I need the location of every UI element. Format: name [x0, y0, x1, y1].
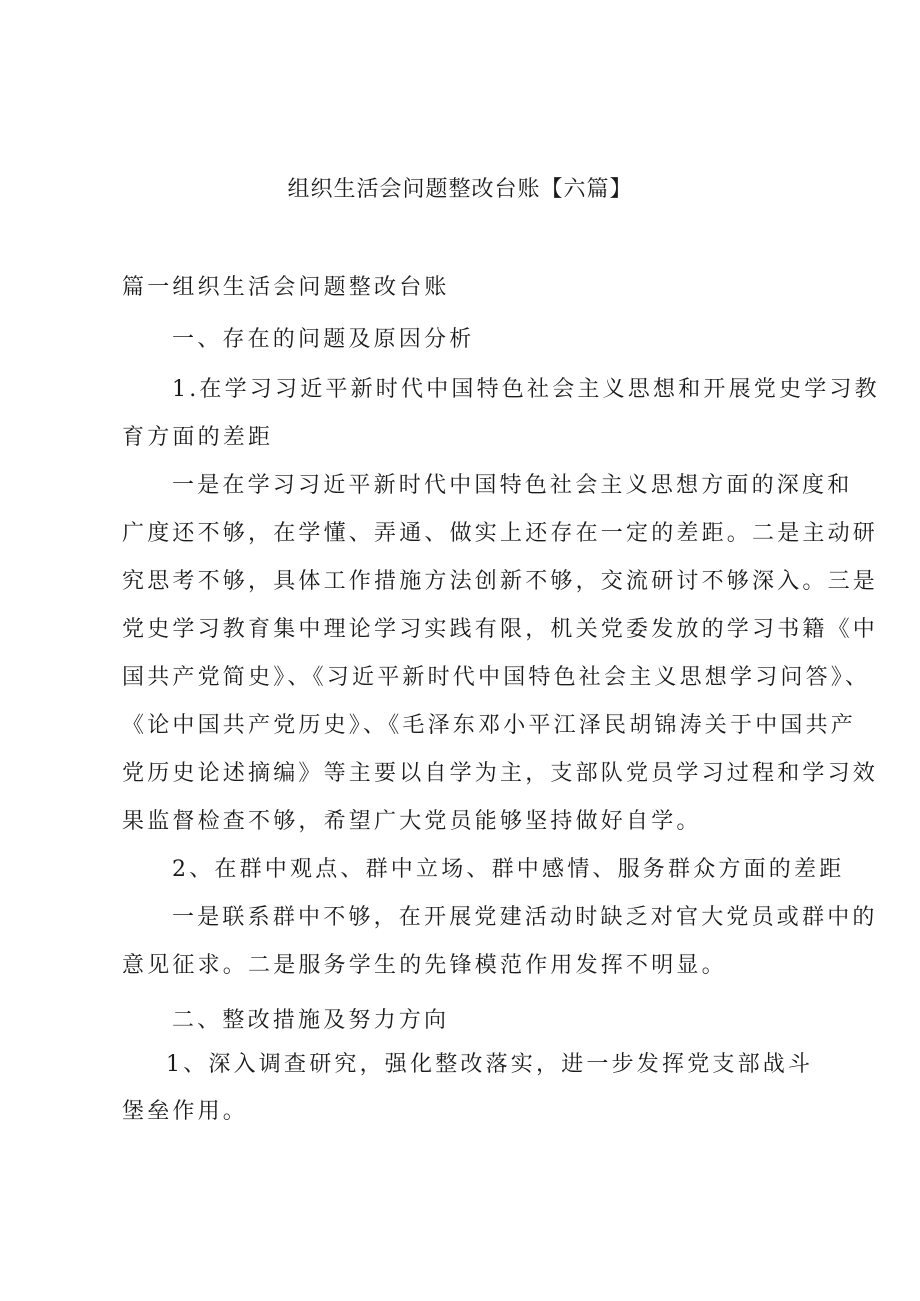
paragraph-line: 一是联系群中不够，在开展党建活动时缺乏对官大党员或群中的: [172, 905, 878, 930]
paragraph-line: 广度还不够，在学懂、弄通、做实上还存在一定的差距。二是主动研: [122, 521, 879, 546]
paragraph-line: 2、在群中观点、群中立场、群中感情、服务群众方面的差距: [172, 857, 845, 882]
paragraph-line: 党历史论述摘编》等主要以自学为主，支部队党员学习过程和学习效: [122, 761, 879, 786]
paragraph-line: 果监督检查不够，希望广大党员能够坚持做好自学。: [122, 809, 702, 834]
paragraph-line: 究思考不够，具体工作措施方法创新不够，交流研讨不够深入。三是: [122, 569, 879, 594]
paragraph-line: 意见征求。二是服务学生的先锋模范作用发挥不明显。: [122, 953, 727, 978]
paragraph-line: 堡垒作用。: [122, 1099, 249, 1124]
paragraph-line: 育方面的差距: [122, 425, 274, 450]
paragraph-line: 国共产党简史》、《习近平新时代中国特色社会主义思想学习问答》、: [122, 665, 871, 690]
heading-problems-analysis: 一、存在的问题及原因分析: [172, 327, 475, 352]
paragraph-line: 党史学习教育集中理论学习实践有限，机关党委发放的学习书籍《中: [122, 617, 879, 642]
paragraph-line: 1、深入调查研究，强化整改落实，进一步发挥党支部战斗: [166, 1052, 814, 1077]
paragraph-line: 1.在学习习近平新时代中国特色社会主义思想和开展党史学习教: [172, 377, 880, 402]
heading-rectification-measures: 二、整改措施及努力方向: [172, 1008, 450, 1033]
paragraph-line: 《论中国共产党历史》、《毛泽东邓小平江泽民胡锦涛关于中国共产: [122, 713, 857, 738]
paragraph-line: 一是在学习习近平新时代中国特色社会主义思想方面的深度和: [172, 473, 853, 498]
section-heading-part-one: 篇一组织生活会问题整改台账: [122, 275, 450, 300]
document-title: 组织生活会问题整改台账【六篇】: [287, 177, 633, 202]
